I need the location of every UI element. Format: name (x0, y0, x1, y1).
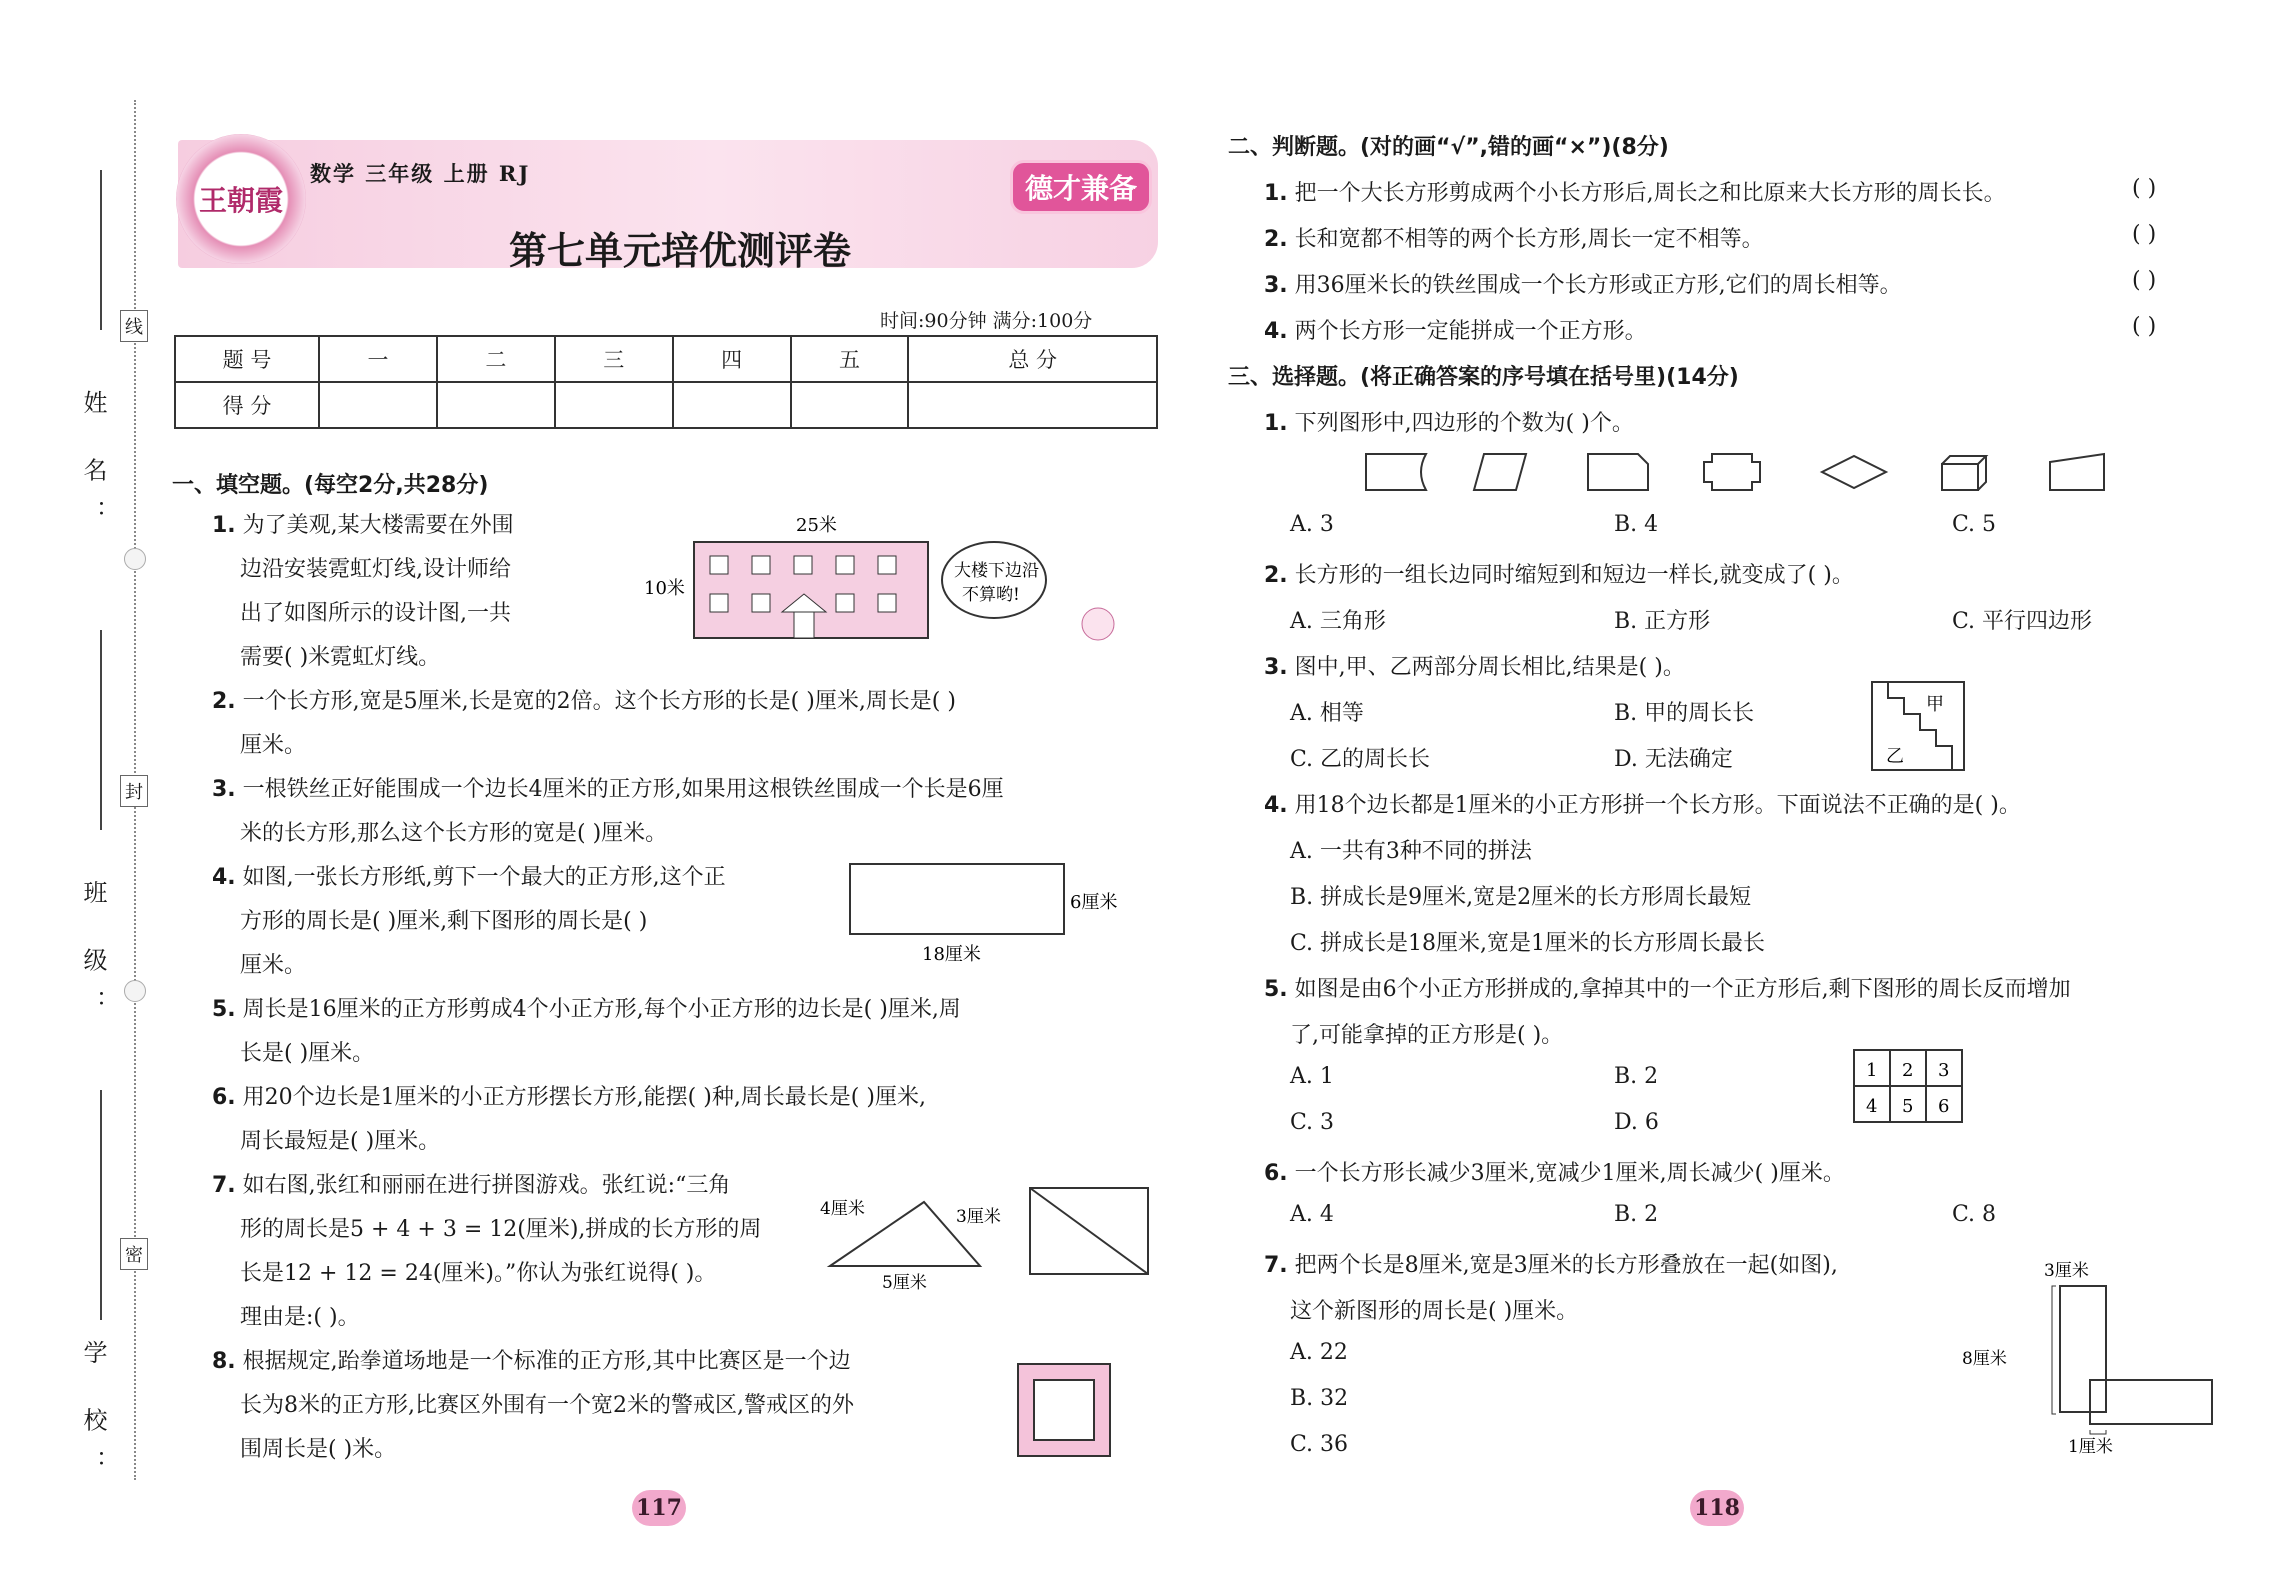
name-write-line (100, 170, 102, 330)
bubble-text: 大楼下边沿 (954, 561, 1039, 581)
question-text: 需要( )米霓虹灯线。 (240, 645, 441, 670)
question-number: 8. (212, 1349, 236, 1374)
shape-parallelogram (1474, 454, 1526, 490)
question-text: 根据规定,跆拳道场地是一个标准的正方形,其中比赛区是一个边 (242, 1349, 851, 1374)
logo-text: 王朝霞 (198, 184, 283, 217)
figure-label: 3厘米 (956, 1207, 1001, 1227)
question-text: 图中,甲、乙两部分周长相比,结果是( )。 (1294, 655, 1685, 680)
question-text: 边沿安装霓虹灯线,设计师给 (240, 557, 511, 582)
option[interactable]: A. 一共有3种不同的拼法 (1290, 839, 1532, 864)
question-text: 了,可能拿掉的正方形是( )。 (1290, 1023, 1564, 1048)
brand-badge: 德才兼备 (1010, 160, 1152, 214)
question-text: 如图,一张长方形纸,剪下一个最大的正方形,这个正 (242, 865, 726, 890)
class-write-line (100, 630, 102, 830)
question-text: 一根铁丝正好能围成一个边长4厘米的正方形,如果用这根铁丝围成一个长是6厘 (242, 777, 1004, 802)
score-input-cell[interactable] (791, 382, 909, 428)
question-text: 为了美观,某大楼需要在外围 (242, 513, 514, 538)
question-text: 把两个长是8厘米,宽是3厘米的长方形叠放在一起(如图), (1294, 1253, 1838, 1278)
question-number: 7. (212, 1173, 236, 1198)
question-number: 4. (1264, 319, 1288, 344)
grid-cell-label: 5 (1902, 1096, 1914, 1117)
option[interactable]: C. 36 (1290, 1432, 1349, 1457)
answer-blank[interactable]: ( ) (2132, 314, 2157, 339)
score-input-cell[interactable] (908, 382, 1157, 428)
option[interactable]: D. 6 (1614, 1110, 1659, 1135)
question-text: 形的周长是5 + 4 + 3 = 12(厘米),拼成的长方形的周 (240, 1217, 762, 1242)
table-cell: 一 (319, 336, 437, 382)
publisher-logo (176, 134, 306, 264)
option[interactable]: B. 2 (1614, 1202, 1659, 1227)
grid-cell-label: 2 (1902, 1060, 1914, 1081)
question-text: 两个长方形一定能拼成一个正方形。 (1294, 319, 1647, 344)
time-info: 时间:90分钟 满分:100分 (880, 310, 1093, 332)
seal-mark: 封 (120, 775, 148, 807)
grid-cell-label: 4 (1866, 1096, 1878, 1117)
grid-cell-label: 6 (1938, 1096, 1950, 1117)
option[interactable]: A. 相等 (1290, 701, 1364, 726)
figure-label: 乙 (1886, 746, 1904, 767)
option[interactable]: C. 3 (1290, 1110, 1335, 1135)
figure-label: 25米 (796, 515, 837, 536)
grid-cell-label: 3 (1938, 1060, 1950, 1081)
option[interactable]: B. 2 (1614, 1064, 1659, 1089)
question-number: 1. (1264, 181, 1288, 206)
shapes-figure (1360, 448, 2120, 498)
figure-label: 10米 (644, 578, 685, 599)
figure-label: 8厘米 (1962, 1349, 2007, 1369)
secret-mark: 密 (120, 1238, 148, 1270)
figure-label: 6厘米 (1070, 892, 1118, 913)
question-text: 长为8米的正方形,比赛区外围有一个宽2米的警戒区,警戒区的外 (240, 1393, 854, 1418)
score-table (174, 335, 1158, 429)
question-number: 2. (1264, 563, 1288, 588)
question-text: 如图是由6个小正方形拼成的,拿掉其中的一个正方形后,剩下图形的周长反而增加 (1294, 977, 2071, 1002)
score-table-score-row (175, 382, 1157, 428)
table-cell: 四 (673, 336, 791, 382)
shape-trapezoid (2050, 454, 2104, 490)
rectangle-paper-figure (846, 858, 1166, 968)
question-number: 5. (1264, 977, 1288, 1002)
scissor-icon (124, 980, 146, 1002)
question-text: 用20个边长是1厘米的小正方形摆长方形,能摆( )种,周长最长是( )厘米, (242, 1085, 926, 1110)
question-text: 用18个边长都是1厘米的小正方形拼一个长方形。下面说法不正确的是( )。 (1294, 793, 2021, 818)
question-number: 6. (1264, 1161, 1288, 1186)
six-square-grid-figure (1852, 1048, 1964, 1124)
question-text: 把一个大长方形剪成两个小长方形后,周长之和比原来大长方形的周长长。 (1294, 181, 2006, 206)
option[interactable]: C. 拼成长是18厘米,宽是1厘米的长方形周长最长 (1290, 931, 1766, 956)
line-mark: 线 (120, 310, 148, 342)
question-text: 方形的周长是( )厘米,剩下图形的周长是( ) (240, 909, 648, 934)
score-input-cell[interactable] (673, 382, 791, 428)
option[interactable]: C. 8 (1952, 1202, 1997, 1227)
question-number: 1. (212, 513, 236, 538)
shape-cuboid (1942, 456, 1986, 490)
question-number: 5. (212, 997, 236, 1022)
figure-label: 3厘米 (2044, 1261, 2089, 1281)
question-text: 围周长是( )米。 (240, 1437, 397, 1462)
question-text: 如右图,张红和丽丽在进行拼图游戏。张红说:“三角 (242, 1173, 731, 1198)
table-cell: 题 号 (175, 336, 319, 382)
question-number: 3. (1264, 655, 1288, 680)
grid-cell-label: 1 (1866, 1060, 1878, 1081)
question-text: 一个长方形长减少3厘米,宽减少1厘米,周长减少( )厘米。 (1294, 1161, 1845, 1186)
figure-label: 1厘米 (2068, 1437, 2113, 1457)
school-write-line (100, 1090, 102, 1320)
school-label: 学 校： (79, 1340, 107, 1492)
staircase-figure (1868, 678, 1968, 774)
question-number: 1. (1264, 411, 1288, 436)
question-text: 理由是:( )。 (240, 1305, 360, 1330)
scissor-icon (124, 548, 146, 570)
question-text: 下列图形中,四边形的个数为( )个。 (1294, 411, 1634, 436)
shape-curved (1366, 454, 1426, 490)
answer-blank[interactable]: ( ) (2132, 176, 2157, 201)
option[interactable]: A. 三角形 (1290, 609, 1386, 634)
option[interactable]: B. 甲的周长长 (1614, 701, 1755, 726)
section-1-title: 一、填空题。(每空2分,共28分) (172, 473, 489, 498)
question-text: 长方形的一组长边同时缩短到和短边一样长,就变成了( )。 (1294, 563, 1854, 588)
figure-label: 5厘米 (882, 1273, 927, 1292)
figure-label: 4厘米 (820, 1199, 865, 1219)
option[interactable]: B. 正方形 (1614, 609, 1711, 634)
triangle-puzzle-figure (816, 1182, 1160, 1292)
question-number: 4. (1264, 793, 1288, 818)
taekwondo-field-figure (1014, 1360, 1114, 1460)
option[interactable]: C. 平行四边形 (1952, 609, 2093, 634)
question-text: 周长最短是( )厘米。 (240, 1129, 441, 1154)
table-cell: 得 分 (175, 382, 319, 428)
question-number: 7. (1264, 1253, 1288, 1278)
figure-label: 18厘米 (922, 944, 981, 965)
score-input-cell[interactable] (437, 382, 555, 428)
option[interactable]: C. 5 (1952, 512, 1997, 537)
question-text: 长和宽都不相等的两个长方形,周长一定不相等。 (1294, 227, 1764, 252)
section-3-title: 三、选择题。(将正确答案的序号填在括号里)(14分) (1228, 365, 1739, 390)
question-text: 厘米。 (240, 953, 307, 978)
figure-label: 甲 (1926, 694, 1944, 715)
option[interactable]: A. 4 (1290, 1202, 1334, 1227)
option[interactable]: A. 3 (1290, 512, 1334, 537)
question-number: 3. (1264, 273, 1288, 298)
bubble-text: 不算哟! (962, 585, 1020, 605)
score-input-cell[interactable] (319, 382, 437, 428)
overlapping-rectangles-figure (1960, 1256, 2220, 1468)
subject-line: 数学 三年级 上册 RJ (310, 161, 531, 186)
shape-rhombus (1822, 456, 1886, 488)
option[interactable]: A. 22 (1290, 1340, 1348, 1365)
class-label: 班 级： (79, 880, 107, 1032)
option[interactable]: D. 无法确定 (1614, 747, 1733, 772)
option[interactable]: A. 1 (1290, 1064, 1334, 1089)
building-figure (636, 512, 1116, 644)
page-number: 118 (1690, 1490, 1744, 1526)
page-title: 第七单元培优测评卷 (508, 229, 851, 273)
table-cell: 五 (791, 336, 909, 382)
score-table-header-row (175, 336, 1157, 382)
question-text: 周长是16厘米的正方形剪成4个小正方形,每个小正方形的边长是( )厘米,周 (242, 997, 961, 1022)
question-number: 2. (1264, 227, 1288, 252)
shape-notched (1704, 454, 1760, 490)
table-cell: 二 (437, 336, 555, 382)
option[interactable]: B. 4 (1614, 512, 1659, 537)
name-label: 姓 名： (79, 390, 107, 542)
question-text: 长是( )厘米。 (240, 1041, 375, 1066)
question-text: 用36厘米长的铁丝围成一个长方形或正方形,它们的周长相等。 (1294, 273, 1902, 298)
question-text: 米的长方形,那么这个长方形的宽是( )厘米。 (240, 821, 668, 846)
question-number: 2. (212, 689, 236, 714)
answer-blank[interactable]: ( ) (2132, 222, 2157, 247)
option[interactable]: C. 乙的周长长 (1290, 747, 1431, 772)
question-text: 一个长方形,宽是5厘米,长是宽的2倍。这个长方形的长是( )厘米,周长是( ) (242, 689, 956, 714)
question-number: 3. (212, 777, 236, 802)
question-text: 厘米。 (240, 733, 307, 758)
option[interactable]: B. 拼成长是9厘米,宽是2厘米的长方形周长最短 (1290, 885, 1752, 910)
page-number: 117 (632, 1490, 686, 1526)
shape-cut-corner (1588, 454, 1648, 490)
question-text: 出了如图所示的设计图,一共 (240, 601, 511, 626)
option[interactable]: B. 32 (1290, 1386, 1349, 1411)
question-text: 长是12 + 12 = 24(厘米)。”你认为张红说得( )。 (240, 1261, 717, 1286)
answer-blank[interactable]: ( ) (2132, 268, 2157, 293)
question-text: 这个新图形的周长是( )厘米。 (1290, 1299, 1579, 1324)
question-number: 6. (212, 1085, 236, 1110)
section-2-title: 二、判断题。(对的画“√”,错的画“×”)(8分) (1228, 135, 1669, 160)
question-number: 4. (212, 865, 236, 890)
table-cell: 总 分 (908, 336, 1157, 382)
score-input-cell[interactable] (555, 382, 673, 428)
table-cell: 三 (555, 336, 673, 382)
